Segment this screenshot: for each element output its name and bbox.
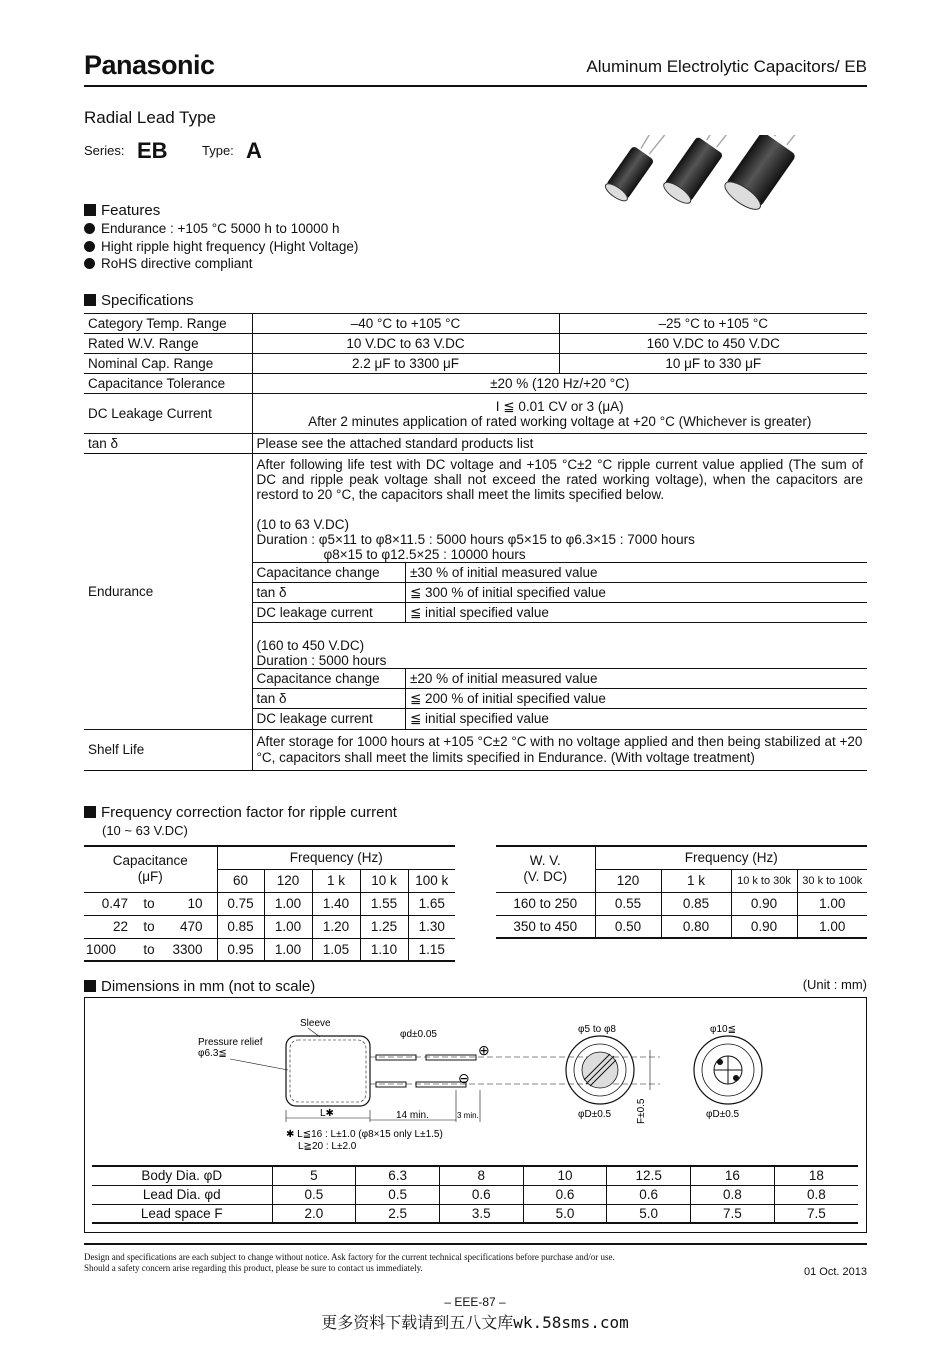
spec-value: 160 V.DC to 450 V.DC	[559, 334, 867, 354]
type-value: A	[246, 138, 262, 163]
lead-wire	[376, 1082, 406, 1087]
dim-cell: 5.0	[523, 1204, 607, 1223]
limit-value: ≦ initial specified value	[406, 709, 868, 729]
limit-value: ≦ 300 % of initial specified value	[406, 583, 868, 603]
table-row	[253, 709, 868, 729]
factor-cell: 1.00	[797, 915, 867, 938]
factor-cell: 1.05	[312, 938, 360, 961]
table-row	[92, 1185, 858, 1204]
endurance-low-duration: Duration : φ5×11 to φ8×11.5 : 5000 hours φ5×15 to φ6.3×15 : 7000 hours	[256, 532, 695, 547]
dim-cell: 8	[439, 1166, 523, 1185]
feature-item: Endurance : +105 °C 5000 h to 10000 h	[84, 220, 358, 238]
bullet-dot-icon	[84, 241, 95, 252]
feature-item: RoHS directive compliant	[84, 255, 358, 273]
table-row	[92, 1204, 858, 1223]
disclaimer-line: Should a safety concern arise regarding this product, please be sure to contact us immediately.	[84, 1263, 423, 1273]
header-rule	[84, 85, 867, 87]
wv-cell: 350 to 450	[496, 915, 595, 938]
factor-cell: 1.30	[408, 915, 455, 938]
factor-cell: 1.55	[360, 892, 408, 915]
factor-cell: 1.00	[797, 892, 867, 915]
factor-cell: 1.20	[312, 915, 360, 938]
spec-value: –25 °C to +105 °C	[559, 314, 867, 334]
features-list	[84, 220, 358, 273]
table-row	[84, 729, 867, 770]
endurance-low-limits	[253, 562, 868, 623]
dim-label: Lead space F	[92, 1204, 272, 1223]
limit-value: ≦ 200 % of initial specified value	[406, 689, 868, 709]
type-label: Type:	[202, 143, 234, 158]
bullet-square-icon	[84, 980, 96, 992]
table-row	[253, 583, 868, 603]
factor-cell: 1.00	[264, 938, 312, 961]
freq-cell: 10 k	[360, 869, 408, 892]
factor-cell: 1.15	[408, 938, 455, 961]
spec-value: Please see the attached standard products list	[252, 434, 867, 454]
lead-length-label: 14 min.	[396, 1110, 429, 1121]
limit-label: DC leakage current	[256, 711, 373, 727]
cap-to: 470	[168, 915, 217, 938]
dim-cell: 7.5	[691, 1204, 775, 1223]
table-row	[253, 669, 868, 689]
limit-label: DC leakage current	[253, 603, 406, 623]
factor-cell: 0.85	[217, 915, 264, 938]
table-row	[496, 915, 867, 938]
minus-terminal-icon: ⊖	[458, 1070, 470, 1086]
spec-label: DC Leakage Current	[84, 394, 252, 434]
endurance-high-duration: Duration : 5000 hours	[256, 653, 387, 668]
spec-value: 2.2 μF to 3300 μF	[252, 354, 559, 374]
watermark-text: 更多资料下载请到五八文库wk.58sms.com	[321, 1313, 629, 1332]
limit-label: tan δ	[253, 583, 406, 603]
specifications-heading: Specifications	[84, 292, 194, 309]
table-row	[84, 434, 867, 454]
table-row	[253, 563, 868, 583]
spec-label: Nominal Cap. Range	[84, 354, 252, 374]
table-row	[496, 892, 867, 915]
freq-cell: 100 k	[408, 869, 455, 892]
factor-cell: 0.75	[217, 892, 264, 915]
features-heading: Features	[84, 202, 160, 219]
document-title: Aluminum Electrolytic Capacitors/ EB	[586, 57, 867, 76]
cap-from: 22	[84, 915, 130, 938]
dim-cell: 2.5	[356, 1204, 440, 1223]
series-label: Series:	[84, 143, 125, 158]
table-row	[253, 689, 868, 709]
factor-cell: 0.80	[661, 915, 731, 938]
disclaimer	[84, 1252, 615, 1274]
endurance-high-limits	[253, 668, 868, 729]
spec-label: tan δ	[84, 434, 252, 454]
factor-cell: 0.90	[731, 892, 797, 915]
large-diameter-range: φ10≦	[710, 1024, 736, 1035]
bullet-dot-icon	[84, 258, 95, 269]
factor-cell: 1.10	[360, 938, 408, 961]
dim-cell: 2.0	[272, 1204, 356, 1223]
dim-cell: 0.6	[439, 1185, 523, 1204]
dimensions-table	[92, 1165, 858, 1224]
lead-wire	[376, 1055, 416, 1060]
freq-cell: 120	[264, 869, 312, 892]
bullet-dot-icon	[84, 223, 95, 234]
table-row	[253, 603, 868, 623]
table-row	[84, 394, 867, 434]
factor-cell: 0.90	[731, 915, 797, 938]
small-body-diameter: φD±0.5	[578, 1109, 612, 1120]
frequency-header: Frequency (Hz)	[217, 846, 455, 869]
limit-label: Capacitance change	[253, 669, 406, 689]
spec-label: Endurance	[84, 454, 252, 730]
endurance-cell	[252, 454, 867, 730]
factor-cell: 1.00	[264, 915, 312, 938]
cap-to: 3300	[168, 938, 217, 961]
wv-cell: 160 to 250	[496, 892, 595, 915]
frequency-subheading: (10 ~ 63 V.DC)	[102, 823, 188, 838]
unit-label: (Unit : mm)	[802, 977, 867, 992]
dim-cell: 5.0	[607, 1204, 691, 1223]
factor-cell: 1.00	[264, 892, 312, 915]
table-row	[496, 846, 867, 869]
endurance-low-range: (10 to 63 V.DC)	[256, 517, 350, 532]
cap-to: 10	[168, 892, 217, 915]
table-row	[84, 334, 867, 354]
length-label: L✱	[320, 1108, 334, 1119]
freq-cell: 60	[217, 869, 264, 892]
length-tolerance-note: L≧20 : L±2.0	[298, 1141, 357, 1152]
sleeve-label: Sleeve	[300, 1018, 331, 1029]
spec-value: 10 V.DC to 63 V.DC	[252, 334, 559, 354]
table-row	[84, 354, 867, 374]
wv-header: W. V. (V. DC)	[496, 846, 595, 892]
spec-value	[252, 394, 867, 434]
endurance-high-range: (160 to 450 V.DC)	[256, 638, 365, 653]
freq-cell: 10 k to 30k	[731, 869, 797, 892]
limit-value: ±20 % of initial measured value	[406, 669, 868, 689]
large-body-diameter: φD±0.5	[706, 1109, 740, 1120]
three-min-label: 3 min.	[457, 1111, 479, 1120]
leakage-formula: I ≦ 0.01 CV or 3 (μA)	[495, 398, 624, 414]
table-row	[84, 846, 455, 869]
bullet-square-icon	[84, 204, 96, 216]
length-tolerance-note: ✱ L≦16 : L±1.0 (φ8×15 only L±1.5)	[286, 1129, 443, 1140]
bullet-square-icon	[84, 806, 96, 818]
endurance-low-duration: φ8×15 to φ12.5×25 : 10000 hours	[323, 547, 526, 562]
dim-cell: 0.6	[523, 1185, 607, 1204]
dimensions-heading: Dimensions in mm (not to scale)	[84, 978, 315, 995]
dim-cell: 6.3	[356, 1166, 440, 1185]
frequency-header: Frequency (Hz)	[595, 846, 867, 869]
pressure-relief-dimension: φ6.3≦	[198, 1048, 227, 1059]
spec-value: 10 μF to 330 μF	[559, 354, 867, 374]
frequency-table-low-voltage	[84, 845, 455, 962]
dim-cell: 18	[774, 1166, 858, 1185]
specifications-table	[84, 313, 867, 771]
dim-cell: 16	[691, 1166, 775, 1185]
factor-cell: 1.25	[360, 915, 408, 938]
table-row	[84, 915, 455, 938]
spec-label: Rated W.V. Range	[84, 334, 252, 354]
table-row	[84, 892, 455, 915]
dim-cell: 3.5	[439, 1204, 523, 1223]
frequency-table-high-voltage	[496, 845, 867, 939]
dim-label: Lead Dia. φd	[92, 1185, 272, 1204]
limit-label: Capacitance change	[253, 563, 406, 583]
dim-cell: 0.5	[272, 1185, 356, 1204]
dim-cell: 7.5	[774, 1204, 858, 1223]
cap-to-word: to	[130, 915, 168, 938]
dim-cell: 5	[272, 1166, 356, 1185]
series-value: EB	[137, 138, 168, 163]
dim-cell: 0.8	[774, 1185, 858, 1204]
table-row	[84, 314, 867, 334]
cap-to-word: to	[130, 938, 168, 961]
limit-value: ±30 % of initial measured value	[406, 563, 868, 583]
table-row	[84, 374, 867, 394]
factor-cell: 0.85	[661, 892, 731, 915]
spec-label: Category Temp. Range	[84, 314, 252, 334]
freq-cell: 120	[595, 869, 661, 892]
footer-rule	[84, 1243, 867, 1245]
limit-value: ≦ initial specified value	[406, 603, 868, 623]
cap-to-word: to	[130, 892, 168, 915]
cap-from: 1000	[84, 938, 130, 961]
spec-label: Capacitance Tolerance	[84, 374, 252, 394]
revision-date: 01 Oct. 2013	[804, 1266, 867, 1278]
small-diameter-range: φ5 to φ8	[578, 1024, 616, 1035]
table-row	[84, 454, 867, 730]
leakage-condition: After 2 minutes application of rated working voltage at +20 °C (Whichever is greater)	[308, 413, 812, 429]
freq-cell: 1 k	[312, 869, 360, 892]
factor-cell: 0.55	[595, 892, 661, 915]
lead-diameter-label: φd±0.05	[400, 1029, 437, 1040]
factor-cell: 0.50	[595, 915, 661, 938]
spec-value: ±20 % (120 Hz/+20 °C)	[252, 374, 867, 394]
dim-cell: 12.5	[607, 1166, 691, 1185]
lead-wire	[426, 1055, 476, 1060]
product-subtitle: Radial Lead Type	[84, 108, 217, 127]
plus-terminal-icon: ⊕	[478, 1042, 490, 1058]
dim-label: Body Dia. φD	[92, 1166, 272, 1185]
dim-cell: 0.5	[356, 1185, 440, 1204]
freq-cell: 30 k to 100k	[797, 869, 867, 892]
disclaimer-line: Design and specifications are each subject to change without notice. Ask factory for the current technical specifications before purchase and/or use.	[84, 1252, 615, 1262]
limit-label: tan δ	[253, 689, 406, 709]
factor-cell: 1.40	[312, 892, 360, 915]
factor-cell: 0.95	[217, 938, 264, 961]
table-row	[84, 938, 455, 961]
capacitor-body-outline	[286, 1036, 370, 1106]
brand-logo: Panasonic	[84, 50, 215, 80]
spec-value: After storage for 1000 hours at +105 °C±2 °C with no voltage applied and then being stabilized at +20 °C, capacitors shall meet the limits specified in Endurance. (With voltage treatment)	[252, 729, 867, 770]
frequency-heading: Frequency correction factor for ripple current	[84, 804, 397, 821]
capacitance-header: Capacitance (μF)	[84, 846, 217, 892]
table-row	[92, 1166, 858, 1185]
spec-value: –40 °C to +105 °C	[252, 314, 559, 334]
dim-cell: 0.6	[607, 1185, 691, 1204]
dim-cell: 0.8	[691, 1185, 775, 1204]
endurance-intro: After following life test with DC voltage and +105 °C±2 °C ripple current value applied (The sum of DC and ripple peak voltage shall not exceed the rated working voltage), when the capacitors are restord to 20 °C, the capacitors shall meet the limits specified below.	[256, 457, 863, 502]
page-number: – EEE-87 –	[444, 1295, 506, 1309]
freq-cell: 1 k	[661, 869, 731, 892]
spec-label: Shelf Life	[84, 729, 252, 770]
dim-cell: 10	[523, 1166, 607, 1185]
factor-cell: 1.65	[408, 892, 455, 915]
cap-from: 0.47	[84, 892, 130, 915]
pressure-relief-label: Pressure relief	[198, 1037, 263, 1048]
dimension-drawing	[190, 1010, 790, 1160]
lead-space-label: F±0.5	[636, 1098, 647, 1124]
capacitor-product-image	[600, 135, 800, 230]
bullet-square-icon	[84, 294, 96, 306]
feature-item: Hight ripple hight frequency (Hight Voltage)	[84, 238, 358, 256]
